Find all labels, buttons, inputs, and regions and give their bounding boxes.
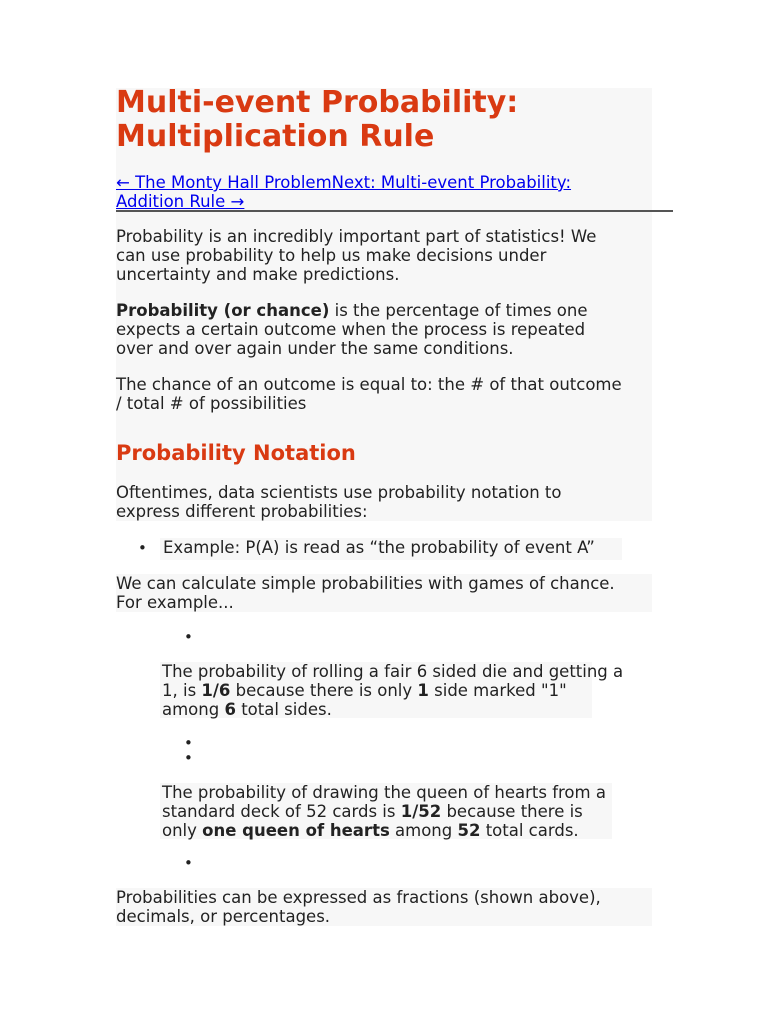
games-paragraph: We can calculate simple probabilities with games of chance. For example... xyxy=(116,574,615,612)
next-article-link[interactable]: Next: Multi-event Probability: xyxy=(331,173,572,192)
intro-paragraph: Probability is an incredibly important part of statistics! We can use probability to help us make decisions under uncertainty and make predictions. xyxy=(116,227,597,284)
die-example: The probability of rolling a fair 6 sided die and getting a 1, is 1/6 because there is only 1 side marked "1" among 6 total sides. xyxy=(162,662,624,719)
list-bullet: • xyxy=(138,539,147,557)
card-example: The probability of drawing the queen of hearts from a standard deck of 52 cards is 1/52 because there is only one queen of hearts among 52 total cards. xyxy=(162,783,606,840)
list-bullet: • xyxy=(184,749,193,767)
next-article-link-continued[interactable]: Addition Rule → xyxy=(116,192,245,211)
definition-paragraph: Probability (or chance) is the percentage of times one expects a certain outcome when the process is repeated over and over again under the same conditions. xyxy=(116,301,588,358)
forms-paragraph: Probabilities can be expressed as fractions (shown above), decimals, or percentages. xyxy=(116,888,601,926)
notation-intro: Oftentimes, data scientists use probability notation to express different probabilities: xyxy=(116,483,562,521)
article-navigation xyxy=(116,173,571,211)
list-bullet: • xyxy=(184,854,193,872)
divider xyxy=(116,210,673,212)
section-heading: Probability Notation xyxy=(116,441,356,465)
list-bullet: • xyxy=(184,734,193,752)
list-bullet: • xyxy=(184,628,193,646)
page-title: Multi-event Probability: Multiplication Rule xyxy=(116,85,519,154)
notation-example: Example: P(A) is read as “the probability of event A” xyxy=(163,538,595,557)
chance-paragraph: The chance of an outcome is equal to: the # of that outcome / total # of possibilities xyxy=(116,375,622,413)
prev-article-link[interactable]: ← The Monty Hall Problem xyxy=(116,173,332,192)
definition-term: Probability (or chance) xyxy=(116,301,330,320)
